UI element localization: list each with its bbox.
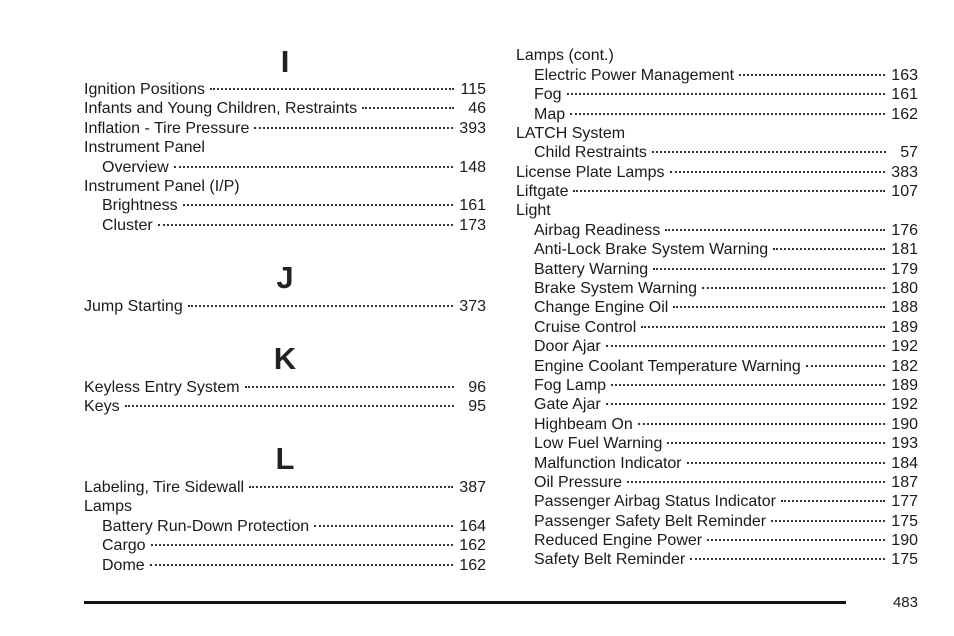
entry-label: Door Ajar — [534, 338, 601, 355]
dot-leader — [707, 539, 885, 541]
dot-leader — [314, 525, 453, 527]
index-subentry — [534, 318, 918, 338]
index-entry-heading — [84, 138, 486, 158]
index-subentry — [102, 536, 486, 556]
entry-label: Change Engine Oil — [534, 299, 669, 316]
entry-page: 163 — [891, 67, 918, 84]
entry-page: 179 — [891, 261, 918, 278]
index-entry — [84, 397, 486, 417]
dot-leader — [638, 423, 886, 425]
entry-label: Engine Coolant Temperature Warning — [534, 358, 801, 375]
entry-page: 193 — [891, 435, 918, 452]
dot-leader — [690, 558, 885, 560]
dot-leader — [627, 481, 885, 483]
dot-leader — [771, 520, 885, 522]
index-subentry — [534, 337, 918, 357]
dot-leader — [781, 500, 885, 502]
dot-leader — [183, 204, 454, 206]
entry-page: 190 — [891, 532, 918, 549]
entry-page: 192 — [891, 338, 918, 355]
index-subentry — [534, 415, 918, 435]
entry-page: 189 — [891, 377, 918, 394]
footer-rule — [84, 601, 846, 604]
index-subentry — [534, 260, 918, 280]
entry-label: License Plate Lamps — [516, 164, 665, 181]
entry-label: Overview — [102, 159, 169, 176]
entry-page: 162 — [459, 557, 486, 574]
index-subentry — [102, 517, 486, 537]
dot-leader — [687, 462, 886, 464]
dot-leader — [174, 166, 454, 168]
entry-page: 383 — [891, 164, 918, 181]
dot-leader — [641, 326, 885, 328]
entry-page: 95 — [468, 398, 486, 415]
entry-label: Cluster — [102, 217, 153, 234]
entry-page: 162 — [891, 106, 918, 123]
entry-label: Passenger Airbag Status Indicator — [534, 493, 776, 510]
dot-leader — [150, 564, 454, 566]
dot-leader — [665, 229, 885, 231]
entry-label: Instrument Panel (I/P) — [84, 178, 240, 195]
entry-label: Reduced Engine Power — [534, 532, 703, 549]
entry-label: Jump Starting — [84, 298, 183, 315]
dot-leader — [606, 403, 886, 405]
entry-label: Low Fuel Warning — [534, 435, 663, 452]
dot-leader — [210, 88, 454, 90]
entry-label: Lamps (cont.) — [516, 47, 614, 64]
entry-label: Cruise Control — [534, 319, 637, 336]
entry-label: Ignition Positions — [84, 81, 205, 98]
index-subentry — [534, 473, 918, 493]
entry-page: 107 — [891, 183, 918, 200]
dot-leader — [362, 107, 454, 109]
index-subentry — [534, 454, 918, 474]
entry-page: 182 — [891, 358, 918, 375]
dot-leader — [773, 248, 885, 250]
dot-leader — [573, 190, 885, 192]
dot-leader — [606, 345, 886, 347]
section-letter-j: J — [276, 260, 294, 295]
index-entry-heading — [516, 201, 918, 221]
entry-page: 190 — [891, 416, 918, 433]
entry-label: Map — [534, 106, 566, 123]
dot-leader — [611, 384, 885, 386]
entry-page: 164 — [459, 518, 486, 535]
dot-leader — [570, 113, 885, 115]
index-entry-heading — [84, 497, 486, 517]
entry-label: Fog Lamp — [534, 377, 607, 394]
dot-leader — [653, 268, 885, 270]
index-subentry — [534, 240, 918, 260]
index-subentry — [534, 492, 918, 512]
entry-label: Safety Belt Reminder — [534, 551, 686, 568]
index-entry-heading — [516, 46, 918, 66]
dot-leader — [739, 74, 885, 76]
dot-leader — [158, 224, 454, 226]
entry-label: Keyless Entry System — [84, 379, 240, 396]
dot-leader — [151, 544, 454, 546]
index-entry — [84, 297, 486, 317]
index-subentry — [534, 221, 918, 241]
entry-page: 176 — [891, 222, 918, 239]
dot-leader — [125, 405, 454, 407]
index-entry-heading — [84, 177, 486, 197]
entry-label: Infants and Young Children, Restraints — [84, 100, 358, 117]
entry-label: Brightness — [102, 197, 178, 214]
entry-label: Anti-Lock Brake System Warning — [534, 241, 769, 258]
index-subentry — [534, 376, 918, 396]
dot-leader — [667, 442, 885, 444]
section-letter-k: K — [273, 341, 297, 376]
dot-leader — [670, 171, 886, 173]
dot-leader — [652, 151, 886, 153]
entry-page: 188 — [891, 299, 918, 316]
entry-label: Airbag Readiness — [534, 222, 661, 239]
dot-leader — [254, 127, 453, 129]
index-subentry — [534, 66, 918, 86]
entry-page: 181 — [891, 241, 918, 258]
index-subentry — [534, 550, 918, 570]
index-entry-heading — [516, 124, 918, 144]
index-entry — [84, 119, 486, 139]
index-subentry — [102, 216, 486, 236]
entry-page: 187 — [891, 474, 918, 491]
entry-label: LATCH System — [516, 125, 626, 142]
entry-label: Oil Pressure — [534, 474, 623, 491]
entry-label: Liftgate — [516, 183, 569, 200]
entry-page: 148 — [459, 159, 486, 176]
dot-leader — [245, 386, 454, 388]
entry-page: 189 — [891, 319, 918, 336]
index-subentry — [102, 556, 486, 576]
entry-page: 175 — [891, 513, 918, 530]
entry-page: 57 — [900, 144, 918, 161]
entry-page: 96 — [468, 379, 486, 396]
index-entry — [84, 99, 486, 119]
entry-label: Labeling, Tire Sidewall — [84, 479, 245, 496]
index-subentry — [534, 143, 918, 163]
index-subentry — [102, 196, 486, 216]
entry-page: 115 — [460, 81, 486, 98]
index-subentry — [534, 279, 918, 299]
dot-leader — [806, 365, 885, 367]
entry-label: Lamps — [84, 498, 133, 515]
index-subentry — [534, 395, 918, 415]
entry-page: 175 — [891, 551, 918, 568]
dot-leader — [188, 305, 454, 307]
entry-label: Dome — [102, 557, 145, 574]
entry-page: 161 — [891, 86, 918, 103]
index-subentry — [534, 105, 918, 125]
entry-label: Battery Run-Down Protection — [102, 518, 310, 535]
entry-page: 192 — [891, 396, 918, 413]
entry-label: Inflation - Tire Pressure — [84, 120, 250, 137]
entry-page: 46 — [468, 100, 486, 117]
entry-label: Highbeam On — [534, 416, 633, 433]
entry-page: 387 — [459, 479, 486, 496]
dot-leader — [249, 486, 453, 488]
index-entry — [84, 378, 486, 398]
page-number: 483 — [892, 594, 918, 611]
entry-label: Light — [516, 202, 551, 219]
entry-label: Battery Warning — [534, 261, 649, 278]
entry-page: 184 — [891, 455, 918, 472]
dot-leader — [702, 287, 885, 289]
index-subentry — [534, 357, 918, 377]
entry-label: Malfunction Indicator — [534, 455, 682, 472]
index-entry — [84, 80, 486, 100]
entry-page: 173 — [459, 217, 486, 234]
index-subentry — [534, 298, 918, 318]
entry-page: 180 — [891, 280, 918, 297]
entry-label: Gate Ajar — [534, 396, 601, 413]
entry-label: Instrument Panel — [84, 139, 205, 156]
entry-page: 162 — [459, 537, 486, 554]
entry-page: 161 — [459, 197, 486, 214]
entry-label: Child Restraints — [534, 144, 647, 161]
entry-page: 177 — [891, 493, 918, 510]
index-subentry — [534, 85, 918, 105]
section-letter-i: I — [280, 44, 290, 79]
index-subentry — [534, 434, 918, 454]
dot-leader — [567, 93, 886, 95]
index-entry — [516, 163, 918, 183]
index-entry — [516, 182, 918, 202]
entry-label: Electric Power Management — [534, 67, 735, 84]
index-subentry — [534, 531, 918, 551]
dot-leader — [673, 306, 885, 308]
section-letter-l: L — [275, 441, 295, 476]
entry-page: 393 — [459, 120, 486, 137]
entry-page: 373 — [459, 298, 486, 315]
entry-label: Passenger Safety Belt Reminder — [534, 513, 767, 530]
entry-label: Brake System Warning — [534, 280, 698, 297]
entry-label: Cargo — [102, 537, 146, 554]
entry-label: Keys — [84, 398, 120, 415]
entry-label: Fog — [534, 86, 562, 103]
index-subentry — [534, 512, 918, 532]
index-entry — [84, 478, 486, 498]
index-subentry — [102, 158, 486, 178]
